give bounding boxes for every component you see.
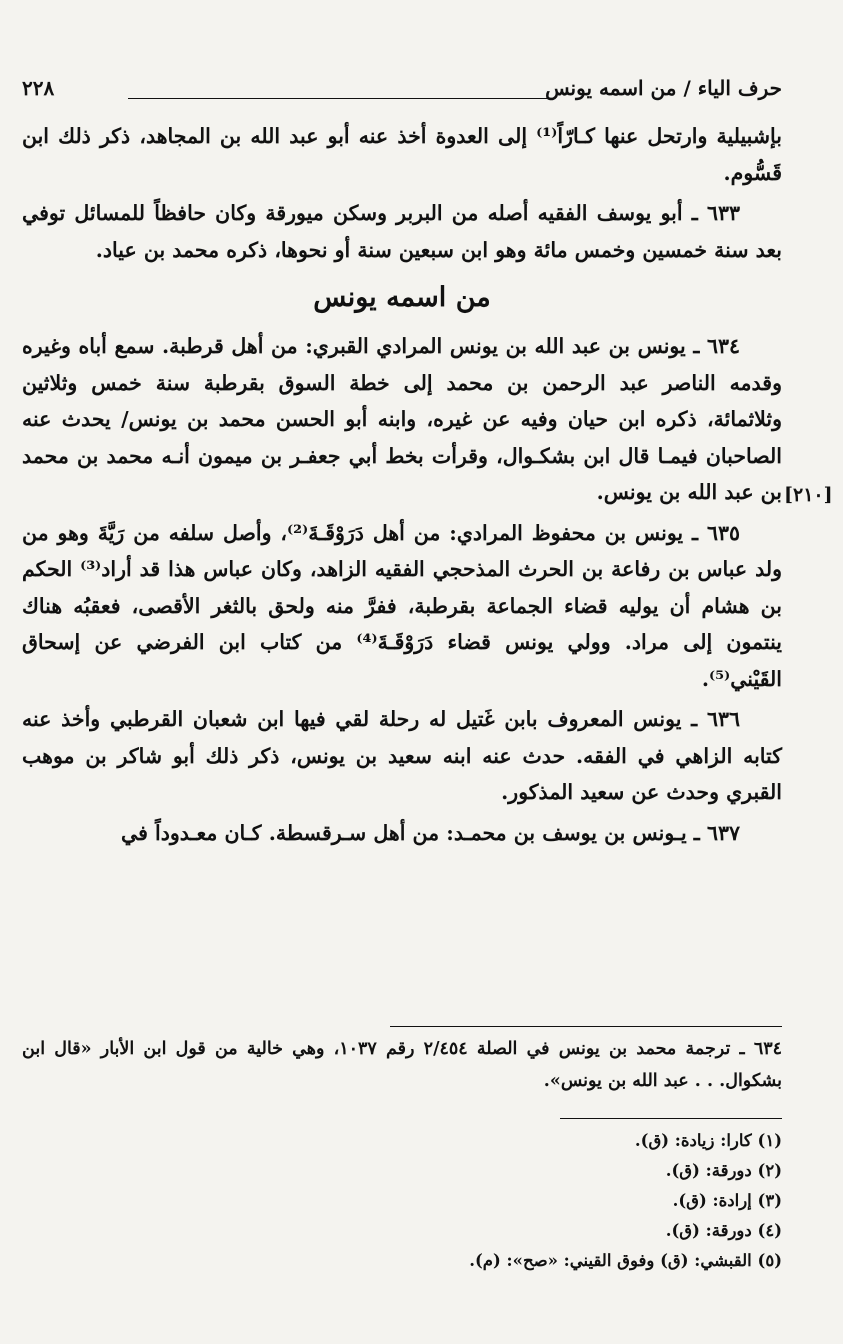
notes-rule [560, 1118, 782, 1119]
entry-634: ٦٣٤ ـ يونس بن عبد الله بن يونس المرادي القبري: من أهل قرطبة. سمع أباه وغيره وقدمه الناصر عبد الرحمن بن محمد إلى خطة السوق بقرطبة سنة خمس وثلاثين وثلاثمائة، ذكره ابن حيان وفيه عن غيره، وابنه أبو الحسن محمد بن يونس/ يحدث عنه الصاحبان فيمـا قال ابن بشكـوال، وقرأت بخط أبي جعفـر بن ميمون أنـه محمد بن محمد بن عبد الله بن يونس. [22, 334, 782, 504]
note-item: (٤) دورقة: (ق). [665, 1221, 782, 1240]
entry-635: ٦٣٥ ـ يونس بن محفوظ المرادي: من أهل دَرَوْقَـةَ⁽²⁾، وأصل سلفه من رَيَّةَ وهو من ولد عباس بن رفاعة بن الحرث المذحجي الفقيه الزاهد، وكان عباس هذا قد أراد⁽³⁾ الحكم بن هشام أن يوليه قضاء الجماعة بقرطبة، ففرَّ منه ولحق بالثغر الأقصى، فعقبُه هناك ينتمون إلى مراد. وولي يونس قضاء دَرَوْقَـةَ⁽⁴⁾ من كتاب ابن الفرضي عن إسحاق القَيْني⁽⁵⁾. [22, 520, 782, 691]
entry-637: ٦٣٧ ـ يـونس بن يوسف بن محمـد: من أهل سـرقسطة. كـان معـدوداً في [120, 820, 740, 845]
note-item: (٣) إرادة: (ق). [672, 1191, 782, 1210]
entry-636: ٦٣٦ ـ يونس المعروف بابن غَتيل له رحلة لقي فيها ابن شعبان القرطبي وأخذ عنه كتابه الزاهي في الفقه. حدث عنه ابنه سعيد بن يونس، ذكر ذلك أبو شاكر بن موهب القبري وحدث عن سعيد المذكور. [22, 707, 782, 804]
section-title: من اسمه يونس [313, 282, 491, 313]
running-title: حرف الياء / من اسمه يونس [545, 76, 782, 100]
entry-633: ٦٣٣ ـ أبو يوسف الفقيه أصله من البربر وسكن ميورقة وكان حافظاً للمسائل توفي بعد سنة خمسين وخمس مائة وهو ابن سبعين سنة أو نحوها، ذكره محمد بن عياد. [22, 201, 782, 262]
paragraph: بإشبيلية وارتحل عنها كـارّاً⁽¹⁾ إلى العدوة أخذ عنه أبو عبد الله بن المجاهد، ذكر ذلك ابن قَسُّوم. [22, 124, 782, 185]
marginal-page-ref: [٢١٠] [784, 484, 833, 506]
variant-notes [22, 1126, 782, 1276]
header-rule [128, 98, 550, 99]
main-text [22, 118, 782, 855]
footnote-text: ٦٣٤ ـ ترجمة محمد بن يونس في الصلة ٢/٤٥٤ رقم ١٠٣٧، وهي خالية من قول ابن الأبار «قال ابن بشكوال. . . عبد الله بن يونس». [22, 1039, 783, 1091]
footnote-main [22, 1033, 782, 1097]
note-item: (٢) دورقة: (ق). [665, 1161, 782, 1180]
page-number: ٢٢٨ [22, 76, 55, 100]
note-item: (١) كارا: زيادة: (ق). [634, 1131, 782, 1150]
footnote-rule [390, 1026, 782, 1027]
page-header [22, 76, 782, 110]
note-item: (٥) القبشي: (ق) وفوق القيني: «صح»: (م). [469, 1251, 782, 1270]
